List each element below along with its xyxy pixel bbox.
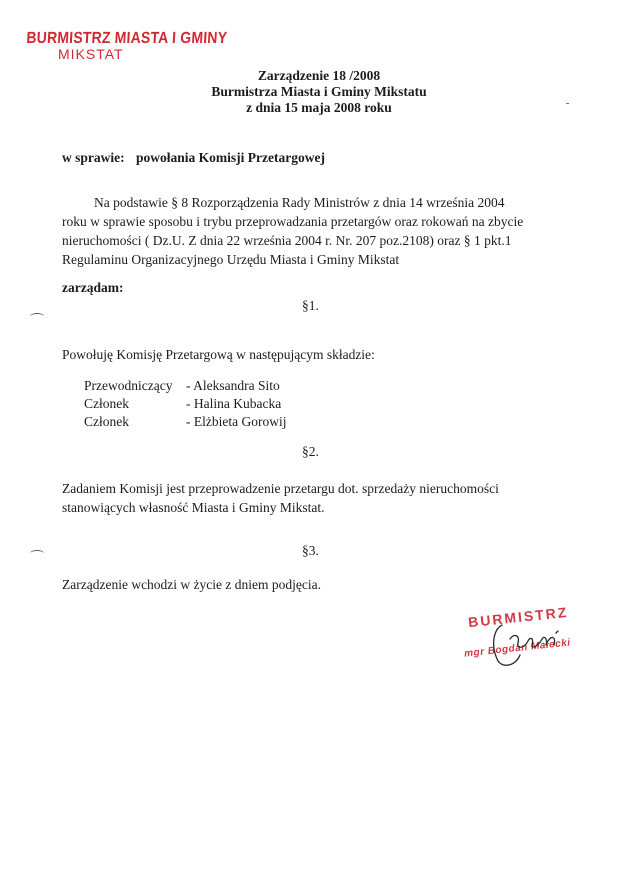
legal-basis-line-4: Regulaminu Organizacyjnego Urzędu Miasta i Gminy Mikstat xyxy=(62,252,400,267)
section-3-heading: §3. xyxy=(302,543,319,558)
task-line-1: Zadaniem Komisji jest przeprowadzenie przetargu dot. sprzedaży nieruchomości xyxy=(62,481,499,496)
member-role: Przewodniczący xyxy=(84,378,173,393)
subject-label: w sprawie: xyxy=(62,150,125,165)
decree-issuer: Burmistrza Miasta i Gminy Mikstatu xyxy=(211,84,427,99)
section-2-heading: §2. xyxy=(302,444,319,459)
mayor-signature-stamp xyxy=(458,605,598,675)
section-1-heading: §1. xyxy=(302,298,319,313)
stamp-line-1: BURMISTRZ MIASTA I GMINY xyxy=(25,28,228,47)
subject-line xyxy=(62,150,325,166)
legal-basis-paragraph xyxy=(62,193,562,269)
subject-text: powołania Komisji Przetargowej xyxy=(136,150,325,165)
margin-mark xyxy=(30,313,44,320)
committee-task-paragraph xyxy=(62,479,562,517)
margin-mark xyxy=(30,550,44,557)
committee-members-list xyxy=(84,377,286,431)
stamp-line-2: MIKSTAT xyxy=(58,46,124,62)
decree-date: z dnia 15 maja 2008 roku xyxy=(246,100,392,115)
member-row xyxy=(84,395,286,413)
decree-number: Zarządzenie 18 /2008 xyxy=(257,68,381,83)
stamp-title: BURMISTRZ xyxy=(467,603,569,631)
decree-word: zarządam: xyxy=(62,280,124,295)
member-name: - Halina Kubacka xyxy=(186,396,282,411)
member-name: - Elżbieta Gorowij xyxy=(186,414,287,429)
legal-basis-line-1: Na podstawie § 8 Rozporządzenia Rady Ministrów z dnia 14 września 2004 xyxy=(94,195,505,210)
member-row xyxy=(84,377,286,395)
member-role: Członek xyxy=(84,414,129,429)
committee-intro: Powołuję Komisję Przetargową w następującym składzie: xyxy=(62,347,375,362)
member-role: Członek xyxy=(84,396,129,411)
member-name: - Aleksandra Sito xyxy=(186,378,280,393)
legal-basis-line-2: roku w sprawie sposobu i trybu przeprowadzania przetargów oraz rokowań na zbycie xyxy=(62,214,524,229)
handwritten-signature xyxy=(458,605,598,675)
legal-basis-line-3: nieruchomości ( Dz.U. Z dnia 22 września 2004 r. Nr. 207 poz.2108) oraz § 1 pkt.1 xyxy=(62,233,512,248)
task-line-2: stanowiących własność Miasta i Gminy Mikstat. xyxy=(62,500,325,515)
document-header xyxy=(0,68,638,116)
member-row xyxy=(84,413,286,431)
effective-date-clause: Zarządzenie wchodzi w życie z dniem podjęcia. xyxy=(62,577,321,592)
municipal-stamp xyxy=(27,28,228,62)
stamp-name: mgr Bogdan Małecki xyxy=(463,637,572,660)
